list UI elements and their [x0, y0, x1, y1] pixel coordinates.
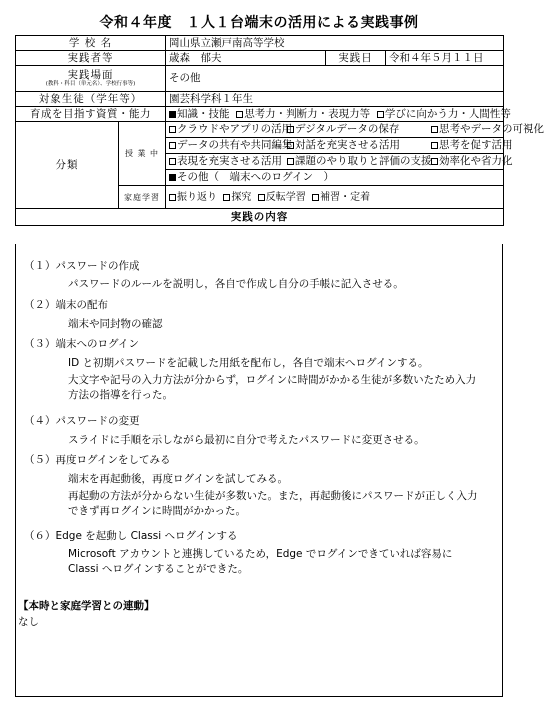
- class-option-row: [166, 170, 504, 186]
- class-option[interactable]: [431, 123, 544, 135]
- home-option[interactable]: [312, 192, 370, 203]
- step-text: 大文字や記号の入力方法が分からず，ログインに時間がかかる生徒が多数いたため入力方法の指導を行った。: [68, 374, 477, 401]
- practitioner-label: 実践者等: [16, 51, 166, 66]
- content-header: 実践の内容: [16, 209, 504, 226]
- class-option[interactable]: [287, 155, 431, 168]
- class-option-label: その他（ 端末へのログイン ）: [177, 171, 334, 183]
- step-text: 端末を再起動後，再度ログインを試してみる。: [68, 473, 288, 485]
- home-study-label: 家庭学習: [119, 186, 166, 209]
- ability-option-label: 学びに向かう力・人間性等: [384, 107, 511, 120]
- date-label: 実践日: [326, 51, 386, 66]
- checkbox-icon: [287, 142, 294, 149]
- class-option[interactable]: [169, 139, 293, 152]
- step-title: （３）端末へのログイン: [24, 338, 139, 350]
- checkbox-icon: [377, 111, 384, 118]
- ability-option[interactable]: [169, 108, 230, 120]
- home-option[interactable]: [223, 192, 251, 203]
- practice-date: 令和４年５月１１日: [386, 51, 504, 66]
- target-value: 園芸科学科１年生: [166, 92, 504, 107]
- ability-label: 育成を目指す資質・能力: [16, 107, 166, 122]
- checkbox-icon: [287, 158, 294, 165]
- home-link-body: なし: [18, 616, 39, 628]
- step-text: ID と初期パスワードを記載した用紙を配布し，各自で端末へログインする。: [68, 357, 429, 369]
- scene-note: (教科・科目（単元名）、学校行事等): [45, 81, 136, 87]
- checkbox-icon: [258, 194, 265, 201]
- class-option-row: [166, 154, 513, 170]
- school-name: 岡山県立瀬戸南高等学校: [166, 36, 504, 51]
- scene-label: 実践場面: [67, 69, 114, 81]
- class-option-row: [166, 122, 544, 138]
- home-link-title: 【本時と家庭学習との連動】: [18, 600, 155, 612]
- class-option-label: 思考を促す活用: [439, 139, 513, 151]
- school-label: 学 校 名: [16, 36, 166, 51]
- ability-option[interactable]: [377, 108, 511, 120]
- practitioner-name: 歳森 郁夫: [166, 51, 326, 66]
- class-option[interactable]: [431, 155, 513, 167]
- home-option-label: 振り返り: [177, 191, 217, 203]
- info-table: [15, 35, 544, 226]
- checkbox-icon: [169, 126, 176, 133]
- step-text: パスワードのルールを説明し，各自で作成し自分の手帳に記入させる。: [68, 278, 404, 290]
- class-option-other[interactable]: [169, 171, 334, 183]
- target-label: 対象生徒（学年等）: [16, 92, 166, 107]
- ability-option-label: 思考力・判断力・表現力等: [244, 107, 371, 120]
- checkbox-icon: [223, 194, 230, 201]
- home-option[interactable]: [169, 192, 217, 203]
- step-title: （４）パスワードの変更: [24, 415, 140, 427]
- step-title: （５）再度ログインをしてみる: [24, 454, 171, 466]
- scene-value: その他: [166, 66, 504, 92]
- checkbox-icon: [236, 111, 243, 118]
- home-option-label: 補習・定着: [320, 191, 371, 203]
- home-option-label: 反転学習: [265, 191, 306, 203]
- practice-content: [15, 244, 503, 697]
- class-option[interactable]: [169, 123, 293, 136]
- class-option-label: データの共有や共同編集: [177, 139, 293, 151]
- home-study-options: [166, 186, 504, 209]
- class-option-label: デジタルデータの保存: [295, 123, 400, 135]
- class-option-label: 対話を充実させる活用: [295, 139, 400, 151]
- checkbox-icon: [431, 158, 438, 165]
- class-option-label: クラウドやアプリの活用: [177, 123, 293, 135]
- step-title: （１）パスワードの作成: [24, 260, 140, 272]
- checkbox-icon: [431, 142, 438, 149]
- checkbox-icon: [169, 194, 176, 201]
- class-option[interactable]: [431, 139, 513, 151]
- checkbox-icon: [169, 142, 176, 149]
- checkbox-checked-icon: [169, 174, 176, 181]
- class-option[interactable]: [287, 139, 431, 152]
- class-option-row: [166, 138, 513, 154]
- ability-option-label: 知識・技能: [177, 107, 230, 120]
- class-option[interactable]: [169, 155, 287, 168]
- class-option-label: 思考やデータの可視化: [439, 123, 544, 135]
- class-option[interactable]: [287, 123, 431, 136]
- class-option-label: 効率化や省力化: [439, 155, 513, 167]
- step-text: 再起動の方法が分からない生徒が多数いた。また，再起動後にパスワードが正しく入力できず再ログインに時間がかかった。: [68, 490, 478, 517]
- in-class-label: 授 業 中: [119, 122, 166, 186]
- home-option-label: 探究: [231, 191, 252, 203]
- step-title: （２）端末の配布: [24, 299, 108, 311]
- checkbox-icon: [169, 158, 176, 165]
- page-title: 令和４年度 １人１台端末の活用による実践事例: [99, 15, 419, 31]
- step-text: スライドに手順を示しながら最初に自分で考えたパスワードに変更させる。: [68, 434, 425, 446]
- step-text: Microsoft アカウントと連携しているため，Edge でログインできていれば容易に Classi へログインすることができた。: [68, 548, 453, 575]
- step-text: 端末や同封物の確認: [68, 318, 163, 330]
- checkbox-icon: [287, 126, 294, 133]
- class-option-label: 課題のやり取りと評価の支援: [295, 155, 432, 167]
- home-option[interactable]: [258, 192, 306, 203]
- checkbox-checked-icon: [169, 111, 176, 118]
- checkbox-icon: [431, 126, 438, 133]
- class-option-label: 表現を充実させる活用: [177, 155, 282, 167]
- classification-label: 分類: [16, 122, 119, 209]
- step-title: （６）Edge を起動し Classi へログインする: [24, 530, 238, 542]
- checkbox-icon: [312, 194, 319, 201]
- ability-option[interactable]: [236, 108, 370, 120]
- ability-options: [166, 107, 511, 122]
